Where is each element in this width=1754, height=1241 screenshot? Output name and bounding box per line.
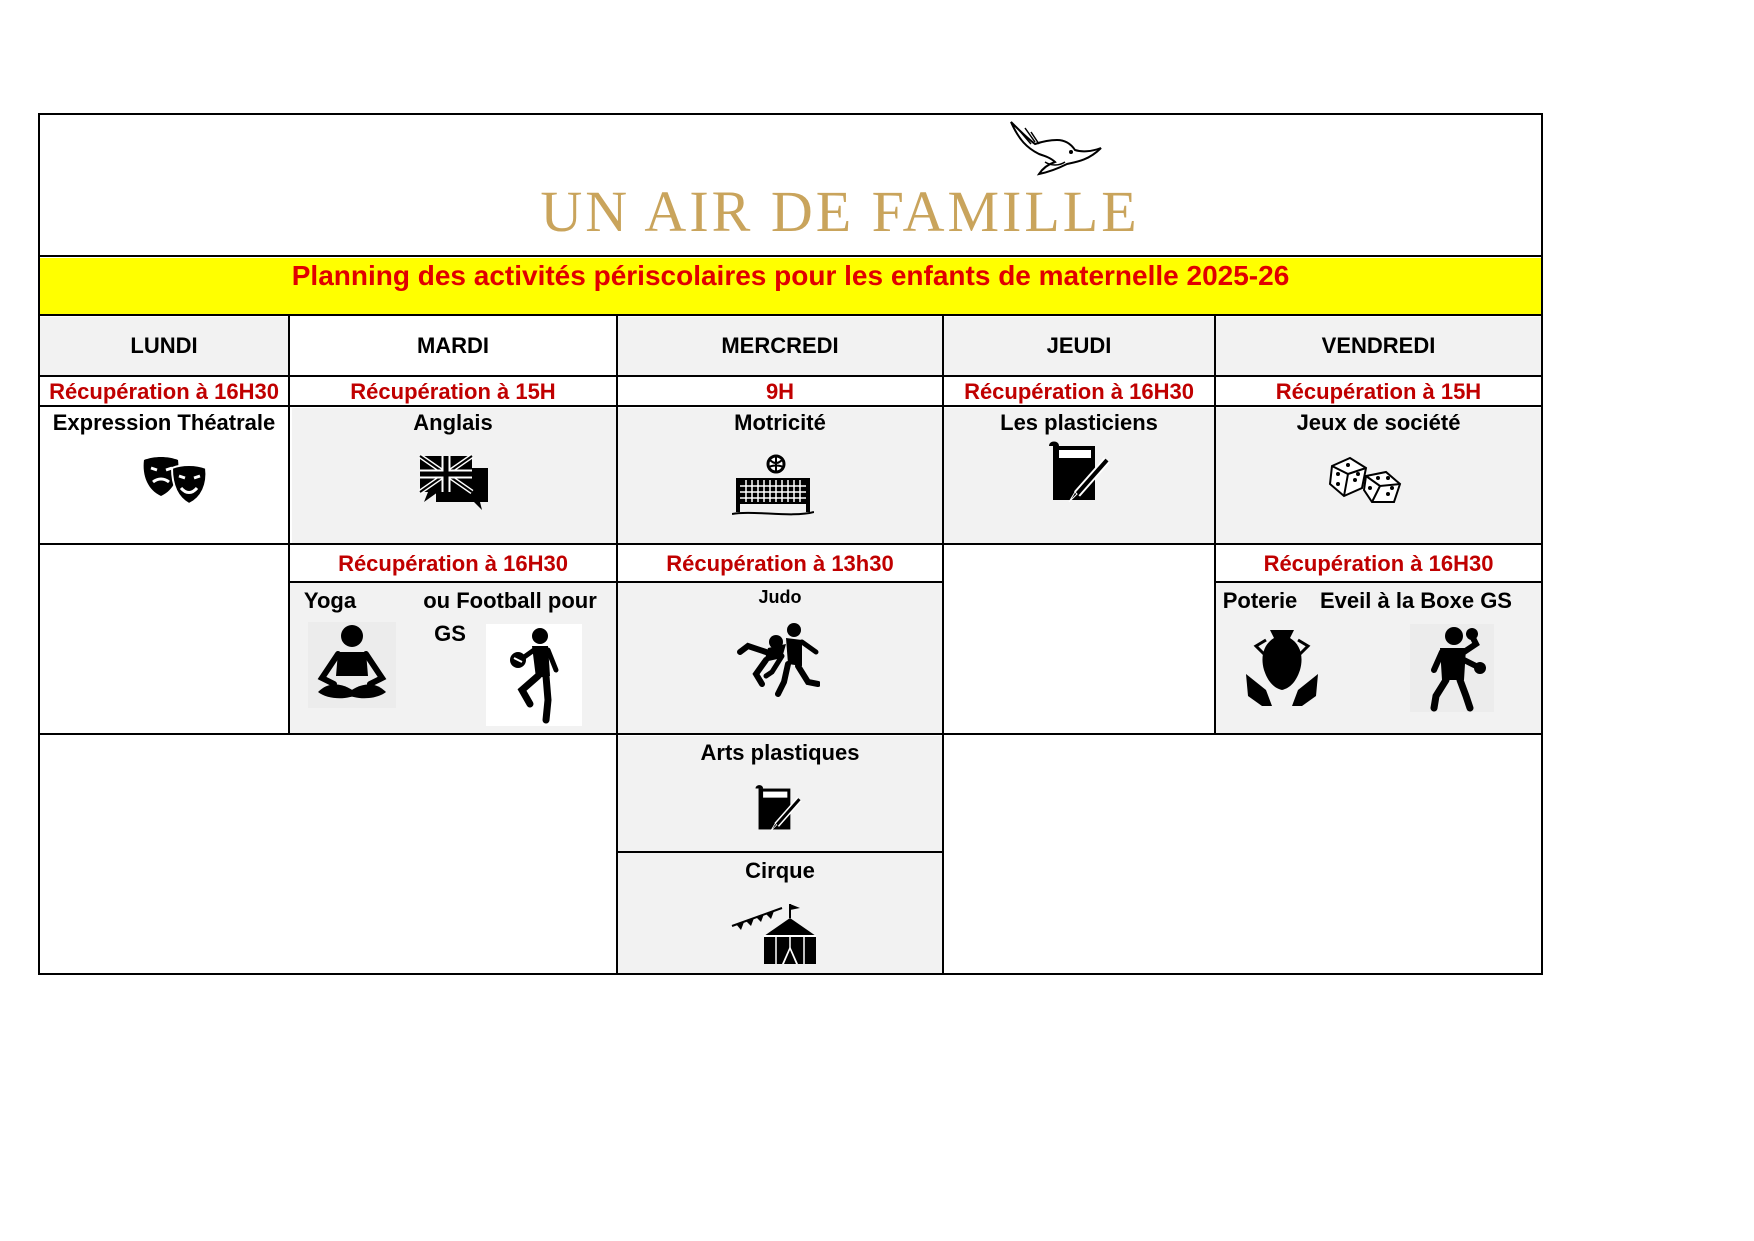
volleyball-net-icon: [732, 454, 814, 520]
activity-label-vendredi: Jeux de société: [1296, 410, 1461, 435]
pickup-mercredi: 9H: [765, 379, 795, 404]
pickup-mercredi-row2: Récupération à 13h30: [666, 551, 894, 576]
banner-title: Planning des activités périscolaires pour les enfants de maternelle 2025-26: [291, 260, 1290, 291]
activity-label-football-line2: GS: [434, 621, 466, 646]
day-header-mardi: MARDI: [416, 333, 490, 358]
col-rule-4: [1214, 314, 1216, 735]
activity-label-jeudi: Les plasticiens: [1000, 410, 1158, 435]
pottery-vase-icon: [1242, 626, 1322, 710]
pickup-lundi: Récupération à 16H30: [49, 379, 279, 404]
pickup-jeudi: Récupération à 16H30: [964, 379, 1194, 404]
rule-mercredi-row3: [616, 851, 944, 853]
col-rule-1: [288, 314, 290, 735]
pickup-mardi-row2: Récupération à 16H30: [338, 551, 568, 576]
paper-brush-icon: [754, 784, 804, 834]
paper-brush-icon: [1047, 440, 1113, 506]
rule-row2-vendredi: [1216, 581, 1543, 583]
theater-masks-icon: [142, 456, 210, 508]
activity-label-mardi: Anglais: [413, 410, 493, 435]
swallow-bird-icon: [1005, 118, 1107, 180]
rule-below-row2: [38, 733, 1543, 735]
activity-label-cirque: Cirque: [745, 858, 815, 883]
rule-below-days: [38, 375, 1543, 377]
dice-icon: [1328, 456, 1402, 504]
activity-label-football-line1: ou Football pour: [423, 588, 597, 613]
activity-label-judo: Judo: [758, 587, 802, 607]
rule-below-banner: [38, 314, 1543, 316]
pickup-vendredi-row2: Récupération à 16H30: [1263, 551, 1494, 576]
activity-label-lundi: Expression Théatrale: [52, 410, 276, 435]
day-header-lundi: LUNDI: [130, 333, 198, 358]
day-header-vendredi: VENDREDI: [1321, 333, 1436, 358]
logo-wordmark: UN AIR DE FAMILLE: [540, 179, 1140, 244]
activity-label-mercredi: Motricité: [734, 410, 826, 435]
activity-label-boxe: Eveil à la Boxe GS: [1320, 588, 1512, 613]
activity-label-arts-plastiques: Arts plastiques: [700, 740, 860, 765]
activity-label-poterie: Poterie: [1222, 588, 1298, 613]
activity-label-yoga: Yoga: [303, 588, 357, 613]
rule-below-row1: [38, 543, 1543, 545]
uk-flag-speech-icon: [418, 454, 490, 510]
pickup-mardi: Récupération à 15H: [350, 379, 556, 404]
rule-below-pickup: [38, 405, 1543, 407]
yoga-pose-icon: [308, 622, 396, 708]
day-header-mercredi: MERCREDI: [721, 333, 839, 358]
boxer-icon: [1410, 624, 1494, 712]
pickup-vendredi: Récupération à 15H: [1275, 379, 1482, 404]
day-header-jeudi: JEUDI: [1046, 333, 1112, 358]
circus-tent-icon: [730, 900, 816, 966]
judo-throw-icon: [736, 622, 820, 698]
football-player-icon: [486, 624, 582, 726]
rule-below-logo: [38, 255, 1543, 257]
